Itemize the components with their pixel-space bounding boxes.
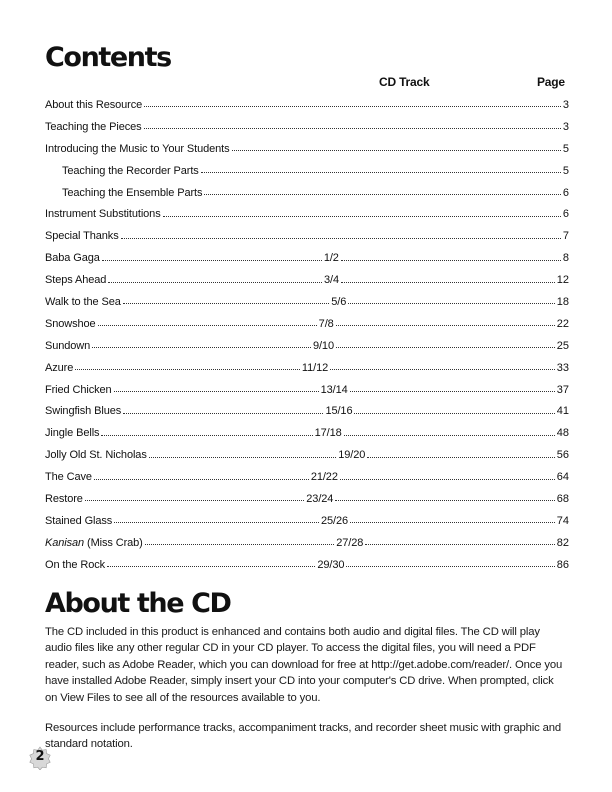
toc-entry-title: Sundown — [45, 339, 91, 352]
dot-leader — [365, 544, 554, 545]
dot-leader — [350, 391, 555, 392]
toc-entry-page: 22 — [556, 317, 570, 330]
dot-leader — [232, 150, 561, 151]
toc-entry-title: Stained Glass — [45, 514, 113, 527]
dot-leader — [346, 566, 554, 567]
dot-leader — [336, 347, 555, 348]
toc-entry-title: Walk to the Sea — [45, 295, 121, 308]
toc-entry-title: Baba Gaga — [45, 252, 100, 265]
toc-entry-kanisan[interactable] — [45, 532, 569, 554]
toc-entry-page: 56 — [556, 449, 570, 462]
toc-entry-walk-to-the-sea[interactable] — [45, 291, 569, 313]
dot-leader — [144, 106, 561, 107]
dot-leader — [94, 479, 309, 480]
toc-entry-introducing-the-music[interactable] — [45, 138, 569, 160]
dot-leader — [335, 500, 554, 501]
about-the-cd-section — [45, 624, 567, 753]
toc-entry-page: 7 — [562, 230, 569, 243]
toc-entry-page: 86 — [556, 558, 570, 571]
toc-entry-title: Special Thanks — [45, 230, 119, 243]
dot-leader — [341, 282, 555, 283]
toc-entry-track: 21/22 — [310, 471, 338, 484]
toc-entry-baba-gaga[interactable] — [45, 247, 569, 269]
toc-entry-page: 12 — [556, 274, 570, 287]
toc-entry-track: 13/14 — [320, 383, 348, 396]
dot-leader — [101, 435, 312, 436]
toc-entry-track: 25/26 — [320, 514, 348, 527]
toc-entry-track: 7/8 — [318, 317, 334, 330]
toc-entry-title: Teaching the Ensemble Parts — [62, 186, 203, 199]
toc-entry-track: 17/18 — [314, 427, 342, 440]
toc-entry-page: 5 — [562, 142, 569, 155]
toc-entry-title — [45, 537, 143, 549]
toc-entry-page: 25 — [556, 339, 569, 352]
dot-leader — [350, 522, 555, 523]
contents-heading: Contents — [45, 42, 171, 73]
about-cd-paragraph: Resources include performance tracks, accompaniment tracks, and recorder sheet music with graphic and standard notation. — [45, 722, 562, 751]
toc-entry-page: 41 — [556, 405, 569, 418]
toc-entry-snowshoe[interactable] — [45, 313, 569, 335]
toc-entry-title: Jingle Bells — [45, 427, 100, 440]
toc-entry-title: Instrument Substitutions — [45, 208, 161, 221]
dot-leader — [341, 260, 561, 261]
dot-leader — [149, 457, 337, 458]
dot-leader — [75, 369, 300, 370]
toc-entry-jingle-bells[interactable] — [45, 422, 569, 444]
toc-entry-title: Teaching the Recorder Parts — [62, 164, 199, 177]
page-column-header: Page — [537, 75, 565, 89]
toc-entry-track: 23/24 — [306, 492, 334, 505]
dot-leader — [163, 216, 561, 217]
toc-entry-teaching-the-pieces[interactable] — [45, 116, 569, 138]
toc-entry-page: 3 — [562, 98, 569, 111]
toc-entry-fried-chicken[interactable] — [45, 379, 569, 401]
toc-entry-track: 15/16 — [325, 405, 353, 418]
dot-leader — [114, 391, 319, 392]
dot-leader — [121, 238, 561, 239]
toc-entry-track: 9/10 — [312, 339, 334, 352]
toc-entry-teaching-the-recorder-parts[interactable] — [45, 160, 569, 182]
about-the-cd-heading: About the CD — [45, 588, 231, 619]
dot-leader — [201, 172, 561, 173]
toc-entry-title: Restore — [45, 492, 83, 505]
toc-entry-page: 18 — [556, 295, 569, 308]
dot-leader — [344, 435, 555, 436]
toc-entry-teaching-the-ensemble-parts[interactable] — [45, 182, 569, 204]
dot-leader — [123, 303, 330, 304]
toc-entry-page: 33 — [556, 361, 569, 374]
table-of-contents — [45, 94, 569, 576]
toc-entry-track: 1/2 — [323, 252, 339, 265]
toc-entry-stained-glass[interactable] — [45, 510, 569, 532]
toc-entry-title: Introducing the Music to Your Students — [45, 142, 230, 155]
toc-entry-page: 3 — [562, 120, 569, 133]
dot-leader — [336, 325, 555, 326]
dot-leader — [98, 325, 317, 326]
page-number: 2 — [35, 749, 45, 764]
toc-entry-special-thanks[interactable] — [45, 225, 569, 247]
toc-entry-title-rest: (Miss Crab) — [84, 536, 143, 549]
dot-leader — [85, 500, 304, 501]
toc-entry-page: 82 — [556, 536, 570, 549]
toc-entry-title-italic: Kanisan — [45, 536, 85, 549]
dot-leader — [144, 128, 561, 129]
toc-entry-title: Swingfish Blues — [45, 405, 122, 418]
toc-entry-page: 74 — [556, 514, 569, 527]
dot-leader — [145, 544, 334, 545]
toc-entry-page: 68 — [556, 492, 570, 505]
toc-entry-track: 29/30 — [317, 558, 345, 571]
dot-leader — [123, 413, 323, 414]
toc-entry-page: 5 — [562, 164, 569, 177]
toc-entry-page: 6 — [562, 208, 569, 221]
toc-entry-page: 64 — [556, 471, 570, 484]
toc-entry-title: Fried Chicken — [45, 383, 112, 396]
toc-entry-title: On the Rock — [45, 558, 106, 571]
toc-entry-page: 48 — [556, 427, 570, 440]
toc-entry-the-cave[interactable] — [45, 466, 569, 488]
about-cd-paragraph: The CD included in this product is enhanced and contains both audio and digital files. The CD will play audio files like any other regular CD in your CD player. To access the digital files, you will need a PDF reader, such as Adobe Reader, which you can download for free at http://get.adobe.com/reader/. Once you have installed Adobe Reader, simply insert your CD into your computer's CD drive. When prompted, click on View Files to see all of the resources available to you. — [45, 626, 563, 704]
toc-entry-page: 6 — [562, 186, 569, 199]
cd-track-column-header: CD Track — [379, 75, 430, 89]
toc-entry-instrument-substitutions[interactable] — [45, 203, 569, 225]
toc-entry-page: 8 — [562, 252, 570, 265]
toc-entry-title: Azure — [45, 361, 74, 374]
dot-leader — [92, 347, 311, 348]
dot-leader — [330, 369, 555, 370]
toc-entry-about-this-resource[interactable] — [45, 94, 569, 116]
toc-entry-title: Snowshoe — [45, 317, 96, 330]
toc-entry-track: 5/6 — [331, 295, 347, 308]
toc-entry-on-the-rock[interactable] — [45, 554, 569, 576]
toc-entry-swingfish-blues[interactable] — [45, 400, 569, 422]
toc-entry-sundown[interactable] — [45, 335, 569, 357]
toc-entry-track: 27/28 — [336, 536, 364, 549]
toc-entry-title: Teaching the Pieces — [45, 120, 142, 133]
dot-leader — [114, 522, 319, 523]
dot-leader — [204, 194, 560, 195]
toc-entry-restore[interactable] — [45, 488, 569, 510]
dot-leader — [108, 282, 322, 283]
toc-entry-azure[interactable] — [45, 357, 569, 379]
toc-entry-title: The Cave — [45, 471, 92, 484]
dot-leader — [340, 479, 555, 480]
toc-entry-page: 37 — [556, 383, 569, 396]
toc-entry-title: Steps Ahead — [45, 274, 107, 287]
toc-entry-steps-ahead[interactable] — [45, 269, 569, 291]
dot-leader — [354, 413, 554, 414]
dot-leader — [348, 303, 555, 304]
toc-entry-jolly-old-st-nicholas[interactable] — [45, 444, 569, 466]
toc-entry-title: About this Resource — [45, 98, 143, 111]
dot-leader — [107, 566, 315, 567]
toc-entry-track: 3/4 — [324, 274, 340, 287]
toc-entry-track: 19/20 — [338, 449, 366, 462]
toc-entry-track: 11/12 — [301, 361, 329, 374]
toc-entry-title: Jolly Old St. Nicholas — [45, 449, 147, 462]
dot-leader — [102, 260, 322, 261]
dot-leader — [367, 457, 555, 458]
